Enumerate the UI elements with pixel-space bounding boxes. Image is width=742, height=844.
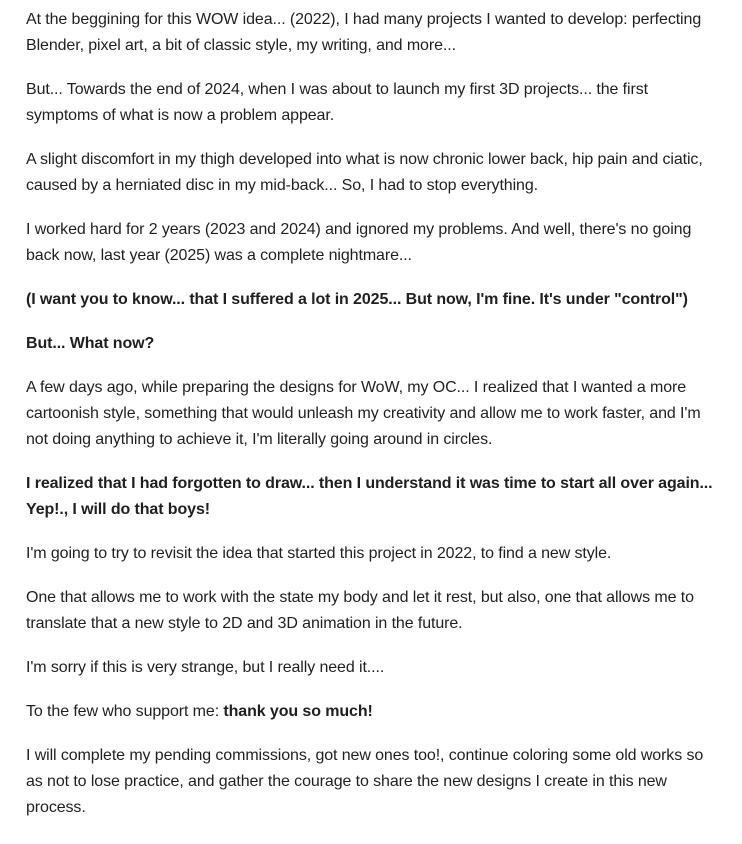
paragraph-condition: A slight discomfort in my thigh developed into what is now chronic lower back, hip pain and ciatic, caused by a herniated disc in my mid-back... So, I had to stop everything. <box>26 151 703 194</box>
paragraph-symptoms: But... Towards the end of 2024, when I was about to launch my first 3D projects... the first symptoms of what is now a problem appear. <box>26 81 648 124</box>
paragraph-revisit-idea: I'm going to try to revisit the idea that started this project in 2022, to find a new style. <box>26 545 612 562</box>
paragraph-suffered: (I want you to know... that I suffered a lot in 2025... But now, I'm fine. It's under "control") <box>26 291 688 308</box>
paragraph-what-now: But... What now? <box>26 335 155 352</box>
paragraph-thanks <box>26 699 720 725</box>
paragraph-worked-hard: I worked hard for 2 years (2023 and 2024) and ignored my problems. And well, there's no going back now, last year (2025) was a complete nightmare... <box>26 221 692 264</box>
thanks-prefix: To the few who support me: <box>26 703 224 720</box>
paragraph-commissions: I will complete my pending commissions, got new ones too!, continue coloring some old works so as not to lose practice, and gather the courage to share the new designs I create in this new process. <box>26 747 704 816</box>
paragraph-intro: At the beggining for this WOW idea... (2022), I had many projects I wanted to develop: perfecting Blender, pixel art, a bit of classic style, my writing, and more... <box>26 11 702 54</box>
thanks-emphasis: thank you so much! <box>223 703 373 720</box>
paragraph-cartoonish-style: A few days ago, while preparing the designs for WoW, my OC... I realized that I wanted a more cartoonish style, something that would unleash my creativity and allow me to work faster, and I'm not doing anything to achieve it, I'm literally going around in circles. <box>26 379 701 448</box>
paragraph-sorry: I'm sorry if this is very strange, but I really need it.... <box>26 659 385 676</box>
paragraph-forgotten-to-draw: I realized that I had forgotten to draw... then I understand it was time to start all over again... Yep!., I will do that boys! <box>26 475 713 518</box>
paragraph-new-style: One that allows me to work with the state my body and let it rest, but also, one that allows me to translate that a new style to 2D and 3D animation in the future. <box>26 589 694 632</box>
